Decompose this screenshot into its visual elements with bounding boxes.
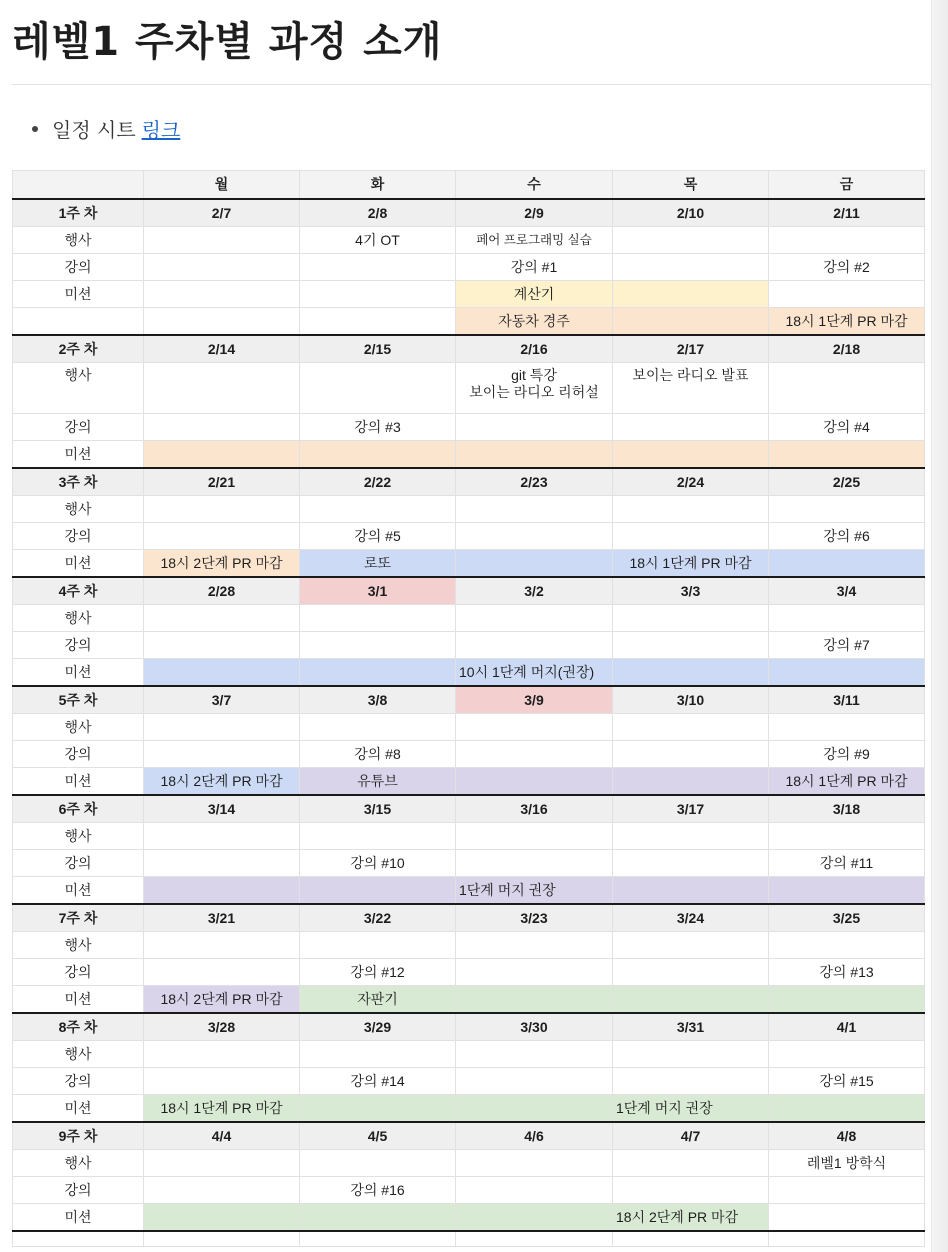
schedule-cell <box>300 441 456 469</box>
schedule-cell <box>613 605 769 632</box>
schedule-cell <box>769 1041 925 1068</box>
schedule-cell <box>613 414 769 441</box>
schedule-row-e <box>13 1041 925 1068</box>
schedule-cell <box>456 523 613 550</box>
day-header-cell: 금 <box>769 171 925 200</box>
week-header-row <box>13 335 925 363</box>
schedule-cell <box>613 823 769 850</box>
schedule-cell: 강의 #11 <box>769 850 925 877</box>
schedule-cell <box>300 496 456 523</box>
schedule-cell <box>769 363 925 414</box>
schedule-cell <box>613 1150 769 1177</box>
schedule-cell: 자동차 경주 <box>456 308 613 336</box>
schedule-cell <box>300 281 456 308</box>
schedule-sheet-link[interactable]: 링크 <box>141 118 181 142</box>
week-header-row <box>13 686 925 714</box>
schedule-row-e <box>13 496 925 523</box>
schedule-row-l <box>13 632 925 659</box>
schedule-row-m <box>13 877 925 905</box>
row-label: 강의 <box>13 959 144 986</box>
schedule-cell: 1단계 머지 권장 <box>456 877 613 905</box>
schedule-cell: 레벨1 방학식 <box>769 1150 925 1177</box>
schedule-row-e <box>13 1150 925 1177</box>
scrollbar[interactable] <box>931 0 948 1252</box>
bullet-icon <box>32 126 38 132</box>
schedule-cell: 보이는 라디오 발표 <box>613 363 769 414</box>
schedule-row-l <box>13 1068 925 1095</box>
date-cell: 3/25 <box>769 904 925 932</box>
schedule-cell <box>613 227 769 254</box>
schedule-row-e <box>13 823 925 850</box>
row-label: 미션 <box>13 441 144 469</box>
schedule-cell <box>300 1041 456 1068</box>
date-cell: 3/7 <box>144 686 300 714</box>
schedule-cell: 계산기 <box>456 281 613 308</box>
schedule-cell <box>456 496 613 523</box>
date-cell: 2/11 <box>769 199 925 227</box>
date-cell: 3/29 <box>300 1013 456 1041</box>
schedule-cell: git 특강 보이는 라디오 리허설 <box>456 363 613 414</box>
schedule-cell <box>613 986 769 1014</box>
week-label: 2주 차 <box>13 335 144 363</box>
schedule-row-e <box>13 227 925 254</box>
schedule-cell <box>769 659 925 687</box>
empty-cell <box>769 1231 925 1247</box>
schedule-cell <box>144 605 300 632</box>
row-label: 행사 <box>13 605 144 632</box>
schedule-row-m <box>13 659 925 687</box>
week-label: 5주 차 <box>13 686 144 714</box>
date-cell: 3/28 <box>144 1013 300 1041</box>
date-cell: 4/7 <box>613 1122 769 1150</box>
schedule-cell <box>613 632 769 659</box>
week-label: 4주 차 <box>13 577 144 605</box>
schedule-cell: 유튜브 <box>300 768 456 796</box>
schedule-cell <box>144 632 300 659</box>
row-label <box>13 308 144 336</box>
table-tail-row <box>13 1231 925 1247</box>
week-header-row <box>13 795 925 823</box>
schedule-cell <box>456 1204 613 1232</box>
date-cell: 3/24 <box>613 904 769 932</box>
schedule-cell <box>769 441 925 469</box>
schedule-cell <box>769 1204 925 1232</box>
schedule-cell <box>456 932 613 959</box>
schedule-cell: 강의 #1 <box>456 254 613 281</box>
date-cell: 2/23 <box>456 468 613 496</box>
schedule-cell <box>456 986 613 1014</box>
schedule-cell <box>300 605 456 632</box>
schedule-row-l <box>13 1177 925 1204</box>
schedule-row-e <box>13 932 925 959</box>
schedule-cell <box>300 1150 456 1177</box>
schedule-cell: 강의 #16 <box>300 1177 456 1204</box>
day-header-cell: 화 <box>300 171 456 200</box>
date-cell: 2/15 <box>300 335 456 363</box>
schedule-cell <box>456 959 613 986</box>
row-label: 강의 <box>13 850 144 877</box>
schedule-cell: 강의 #10 <box>300 850 456 877</box>
schedule-cell <box>144 714 300 741</box>
schedule-cell <box>613 254 769 281</box>
schedule-cell: 강의 #5 <box>300 523 456 550</box>
date-cell: 4/8 <box>769 1122 925 1150</box>
schedule-cell <box>613 1068 769 1095</box>
schedule-cell <box>613 877 769 905</box>
schedule-cell: 페어 프로그래밍 실습 <box>456 227 613 254</box>
schedule-cell <box>769 986 925 1014</box>
schedule-cell <box>144 441 300 469</box>
date-cell: 2/8 <box>300 199 456 227</box>
schedule-cell <box>769 550 925 578</box>
schedule-cell <box>456 414 613 441</box>
schedule-cell <box>613 932 769 959</box>
schedule-cell <box>456 632 613 659</box>
schedule-row-l <box>13 850 925 877</box>
schedule-cell <box>144 363 300 414</box>
schedule-cell <box>144 414 300 441</box>
row-label: 미션 <box>13 877 144 905</box>
schedule-row-l <box>13 254 925 281</box>
week-header-row <box>13 577 925 605</box>
schedule-cell <box>613 1177 769 1204</box>
schedule-cell <box>144 659 300 687</box>
schedule-cell <box>300 632 456 659</box>
schedule-cell <box>144 1150 300 1177</box>
schedule-row-m <box>13 550 925 578</box>
corner-cell <box>13 171 144 200</box>
date-cell: 3/3 <box>613 577 769 605</box>
day-header-row <box>13 171 925 200</box>
empty-cell <box>456 1231 613 1247</box>
row-label: 미션 <box>13 550 144 578</box>
schedule-cell: 강의 #7 <box>769 632 925 659</box>
schedule-cell: 로또 <box>300 550 456 578</box>
schedule-cell: 18시 2단계 PR 마감 <box>144 986 300 1014</box>
row-label: 행사 <box>13 496 144 523</box>
row-label: 강의 <box>13 632 144 659</box>
schedule-cell <box>613 741 769 768</box>
schedule-cell <box>144 496 300 523</box>
schedule-cell: 강의 #13 <box>769 959 925 986</box>
row-label: 행사 <box>13 363 144 414</box>
row-label: 강의 <box>13 414 144 441</box>
date-cell: 3/2 <box>456 577 613 605</box>
week-header-row <box>13 1013 925 1041</box>
schedule-cell <box>300 1095 456 1123</box>
week-label: 8주 차 <box>13 1013 144 1041</box>
schedule-row-l <box>13 414 925 441</box>
row-label: 미션 <box>13 1095 144 1123</box>
schedule-cell <box>144 227 300 254</box>
date-cell: 4/5 <box>300 1122 456 1150</box>
schedule-row-l <box>13 959 925 986</box>
row-label: 행사 <box>13 823 144 850</box>
date-cell: 3/14 <box>144 795 300 823</box>
row-label: 강의 <box>13 1177 144 1204</box>
week-label: 9주 차 <box>13 1122 144 1150</box>
date-cell: 3/1 <box>300 577 456 605</box>
date-cell: 3/16 <box>456 795 613 823</box>
schedule-cell <box>613 523 769 550</box>
empty-cell <box>300 1231 456 1247</box>
schedule-cell: 18시 2단계 PR 마감 <box>144 768 300 796</box>
schedule-cell <box>769 714 925 741</box>
week-label: 1주 차 <box>13 199 144 227</box>
schedule-cell <box>300 714 456 741</box>
date-cell: 3/15 <box>300 795 456 823</box>
schedule-cell: 강의 #6 <box>769 523 925 550</box>
schedule-row-m <box>13 281 925 308</box>
schedule-cell: 18시 1단계 PR 마감 <box>144 1095 300 1123</box>
schedule-cell <box>456 1068 613 1095</box>
schedule-cell <box>144 877 300 905</box>
row-label: 강의 <box>13 254 144 281</box>
schedule-cell <box>456 741 613 768</box>
week-header-row <box>13 199 925 227</box>
schedule-cell <box>613 959 769 986</box>
date-cell: 3/31 <box>613 1013 769 1041</box>
schedule-cell <box>769 1177 925 1204</box>
date-cell: 2/21 <box>144 468 300 496</box>
schedule-row-m <box>13 1204 925 1232</box>
empty-cell <box>144 1231 300 1247</box>
schedule-cell <box>144 523 300 550</box>
schedule-cell <box>613 308 769 336</box>
schedule-cell <box>769 1095 925 1123</box>
row-label: 미션 <box>13 986 144 1014</box>
schedule-cell <box>613 659 769 687</box>
schedule-cell <box>769 932 925 959</box>
schedule-cell: 1단계 머지 권장 <box>613 1095 769 1123</box>
schedule-row-m <box>13 768 925 796</box>
week-header-row <box>13 1122 925 1150</box>
row-label: 강의 <box>13 1068 144 1095</box>
schedule-sheet-label: 일정 시트 <box>52 118 136 142</box>
date-cell: 2/25 <box>769 468 925 496</box>
schedule-row-m <box>13 986 925 1014</box>
schedule-cell <box>613 281 769 308</box>
schedule-cell <box>300 659 456 687</box>
date-cell: 3/17 <box>613 795 769 823</box>
schedule-cell <box>144 850 300 877</box>
date-cell: 2/9 <box>456 199 613 227</box>
week-label: 3주 차 <box>13 468 144 496</box>
day-header-cell: 수 <box>456 171 613 200</box>
schedule-cell <box>144 1204 300 1232</box>
schedule-cell <box>769 227 925 254</box>
row-label: 미션 <box>13 281 144 308</box>
schedule-cell: 18시 2단계 PR 마감 <box>144 550 300 578</box>
schedule-cell <box>300 1204 456 1232</box>
schedule-cell: 4기 OT <box>300 227 456 254</box>
date-cell: 2/17 <box>613 335 769 363</box>
schedule-cell <box>456 1095 613 1123</box>
date-cell: 3/30 <box>456 1013 613 1041</box>
row-label: 행사 <box>13 714 144 741</box>
row-label: 강의 <box>13 523 144 550</box>
row-label: 미션 <box>13 1204 144 1232</box>
row-label: 행사 <box>13 1150 144 1177</box>
date-cell: 3/4 <box>769 577 925 605</box>
row-label: 행사 <box>13 227 144 254</box>
date-cell: 3/10 <box>613 686 769 714</box>
schedule-cell <box>144 741 300 768</box>
row-label: 미션 <box>13 768 144 796</box>
schedule-row-e <box>13 714 925 741</box>
schedule-cell: 자판기 <box>300 986 456 1014</box>
date-cell: 3/11 <box>769 686 925 714</box>
schedule-cell: 강의 #12 <box>300 959 456 986</box>
schedule-cell: 강의 #14 <box>300 1068 456 1095</box>
date-cell: 2/24 <box>613 468 769 496</box>
schedule-cell: 강의 #8 <box>300 741 456 768</box>
schedule-cell <box>613 1041 769 1068</box>
schedule-cell <box>300 932 456 959</box>
schedule-cell <box>456 1150 613 1177</box>
schedule-cell <box>456 714 613 741</box>
schedule-cell <box>613 850 769 877</box>
date-cell: 4/6 <box>456 1122 613 1150</box>
schedule-cell <box>613 768 769 796</box>
schedule-cell: 강의 #4 <box>769 414 925 441</box>
schedule-cell <box>613 714 769 741</box>
schedule-cell <box>144 308 300 336</box>
schedule-cell <box>144 1177 300 1204</box>
row-label: 미션 <box>13 659 144 687</box>
week-label: 7주 차 <box>13 904 144 932</box>
schedule-cell <box>300 363 456 414</box>
row-label: 강의 <box>13 741 144 768</box>
empty-cell <box>13 1231 144 1247</box>
schedule-cell <box>613 441 769 469</box>
schedule-row-l <box>13 741 925 768</box>
schedule-row-e <box>13 605 925 632</box>
schedule-cell: 강의 #9 <box>769 741 925 768</box>
schedule-row-m <box>13 1095 925 1123</box>
date-cell: 2/14 <box>144 335 300 363</box>
row-label: 행사 <box>13 932 144 959</box>
schedule-row-l <box>13 523 925 550</box>
schedule-cell <box>144 1041 300 1068</box>
schedule-cell <box>144 823 300 850</box>
schedule-cell <box>769 605 925 632</box>
schedule-cell <box>300 254 456 281</box>
date-cell: 3/22 <box>300 904 456 932</box>
date-cell: 3/9 <box>456 686 613 714</box>
schedule-cell: 10시 1단계 머지(권장) <box>456 659 613 687</box>
date-cell: 2/7 <box>144 199 300 227</box>
schedule-cell <box>456 850 613 877</box>
schedule-cell <box>144 1068 300 1095</box>
date-cell: 2/18 <box>769 335 925 363</box>
date-cell: 3/23 <box>456 904 613 932</box>
date-cell: 3/21 <box>144 904 300 932</box>
schedule-cell <box>456 441 613 469</box>
schedule-cell: 강의 #3 <box>300 414 456 441</box>
schedule-cell: 18시 1단계 PR 마감 <box>769 768 925 796</box>
schedule-row-e <box>13 363 925 414</box>
schedule-cell <box>613 496 769 523</box>
date-cell: 4/1 <box>769 1013 925 1041</box>
schedule-sheet-item <box>32 114 180 143</box>
schedule-cell <box>300 877 456 905</box>
schedule-cell <box>769 877 925 905</box>
schedule-cell <box>144 932 300 959</box>
schedule-cell <box>769 823 925 850</box>
schedule-cell <box>456 1177 613 1204</box>
date-cell: 3/8 <box>300 686 456 714</box>
row-label: 행사 <box>13 1041 144 1068</box>
week-header-row <box>13 904 925 932</box>
schedule-row-m <box>13 308 925 336</box>
empty-cell <box>613 1231 769 1247</box>
schedule-cell: 18시 1단계 PR 마감 <box>769 308 925 336</box>
schedule-cell <box>456 1041 613 1068</box>
week-header-row <box>13 468 925 496</box>
schedule-cell <box>300 823 456 850</box>
date-cell: 2/16 <box>456 335 613 363</box>
date-cell: 2/10 <box>613 199 769 227</box>
schedule-cell <box>144 959 300 986</box>
page-title: 레벨1 주차별 과정 소개 <box>12 19 443 65</box>
divider <box>12 84 932 85</box>
schedule-cell <box>456 823 613 850</box>
schedule-cell <box>456 605 613 632</box>
schedule-cell <box>144 281 300 308</box>
schedule-cell <box>769 281 925 308</box>
schedule-cell: 18시 1단계 PR 마감 <box>613 550 769 578</box>
week-label: 6주 차 <box>13 795 144 823</box>
day-header-cell: 월 <box>144 171 300 200</box>
schedule-cell <box>300 308 456 336</box>
schedule-cell: 18시 2단계 PR 마감 <box>613 1204 769 1232</box>
day-header-cell: 목 <box>613 171 769 200</box>
schedule-cell <box>456 768 613 796</box>
date-cell: 4/4 <box>144 1122 300 1150</box>
date-cell: 3/18 <box>769 795 925 823</box>
schedule-cell: 강의 #15 <box>769 1068 925 1095</box>
schedule-cell <box>144 254 300 281</box>
schedule-row-m <box>13 441 925 469</box>
schedule-cell: 강의 #2 <box>769 254 925 281</box>
schedule-cell <box>769 496 925 523</box>
schedule-cell <box>456 550 613 578</box>
date-cell: 2/22 <box>300 468 456 496</box>
date-cell: 2/28 <box>144 577 300 605</box>
weekly-schedule-table <box>12 170 925 1247</box>
